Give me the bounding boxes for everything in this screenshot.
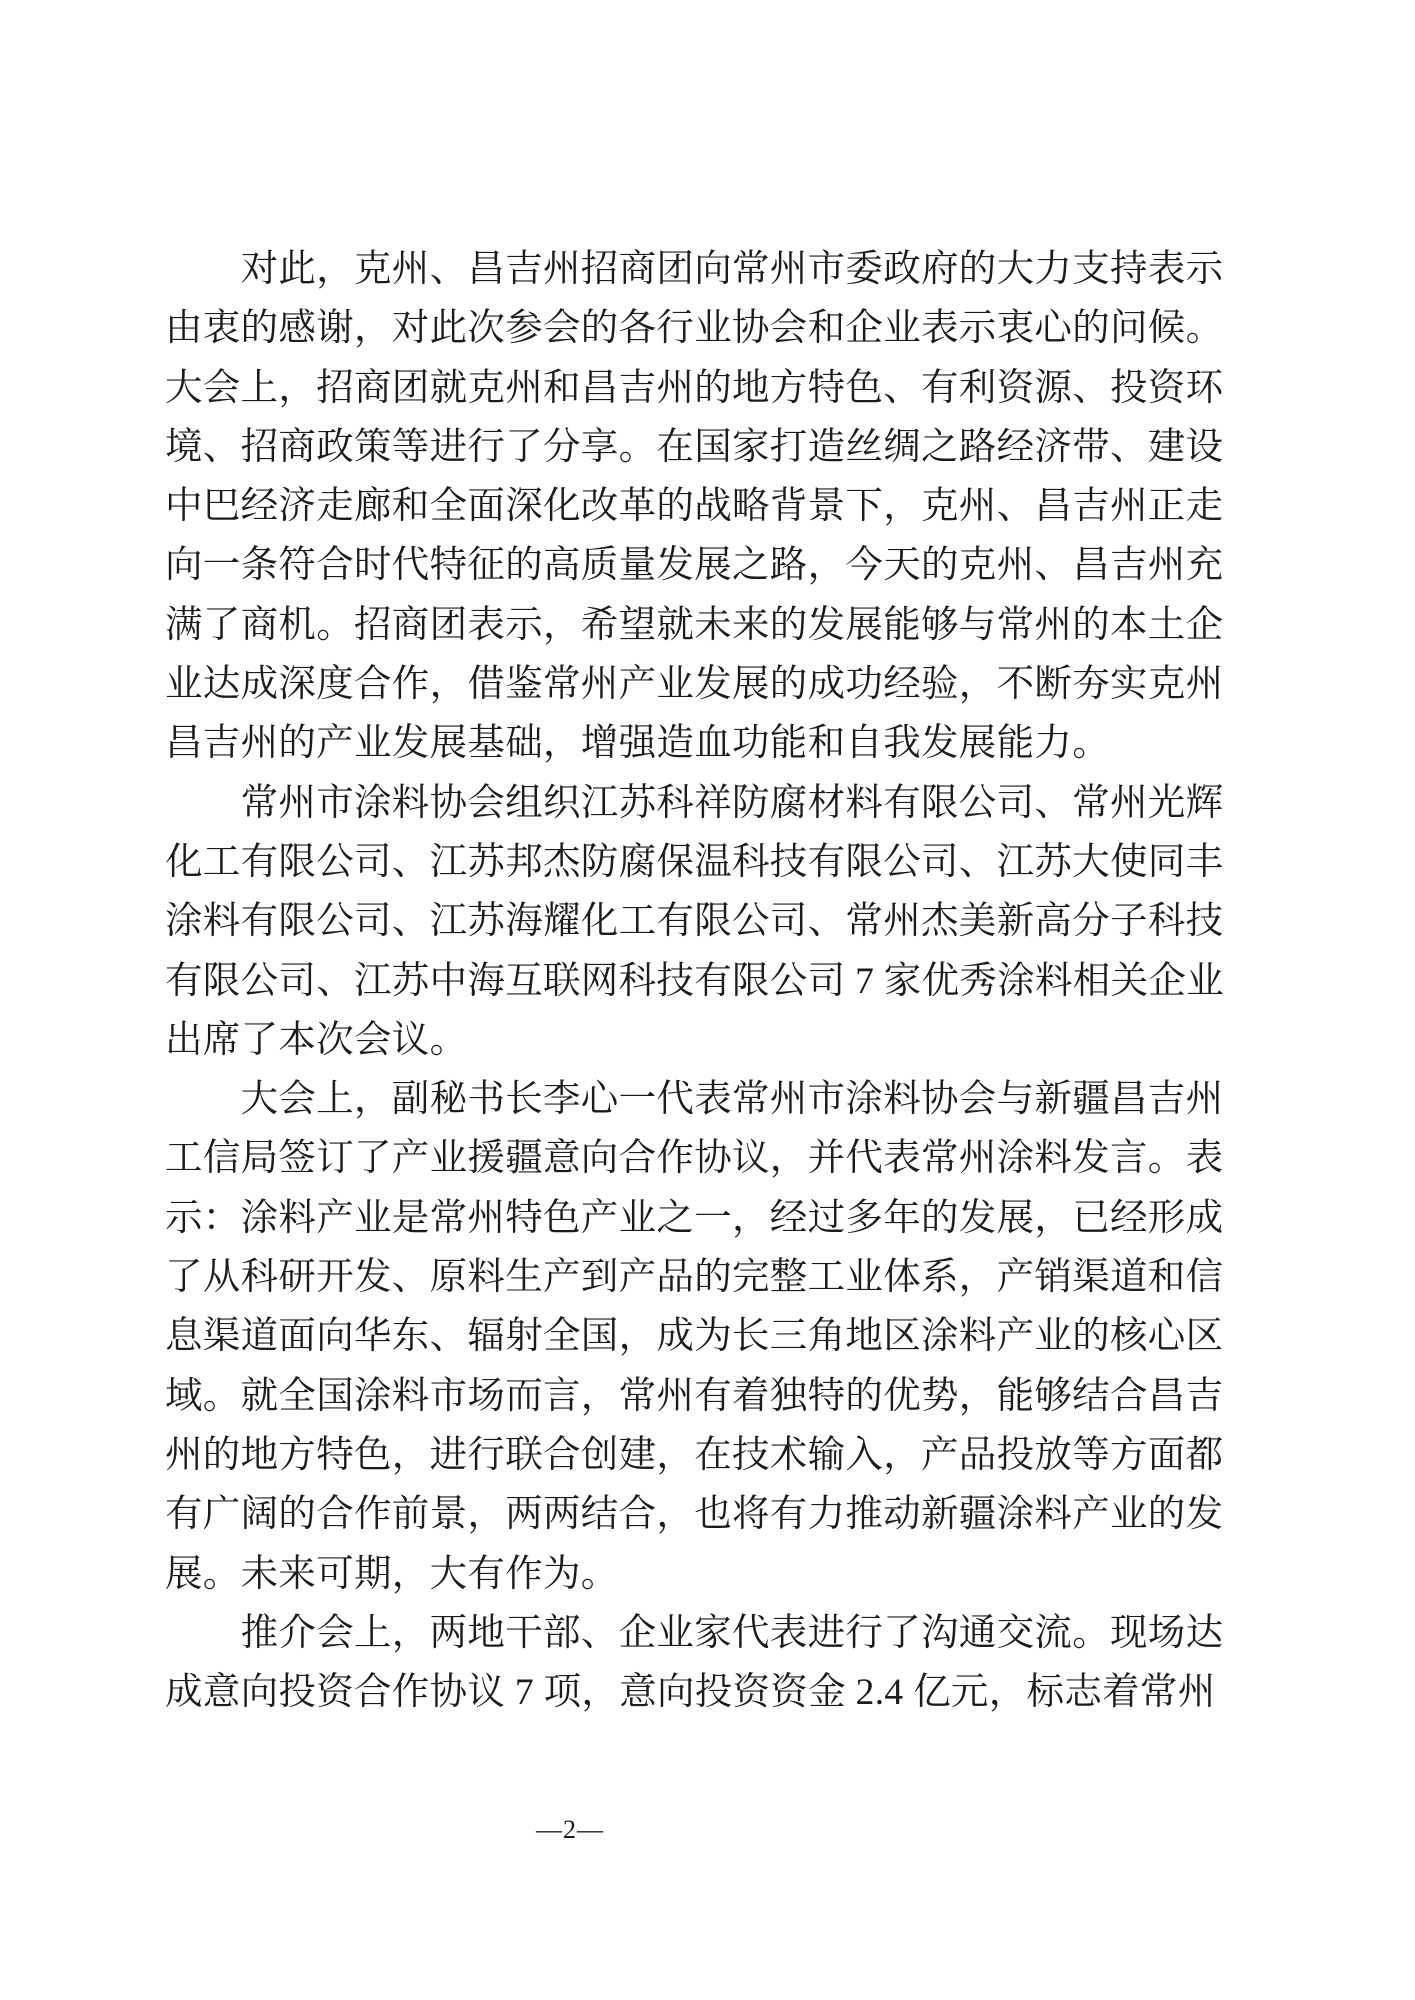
text-line: 大会上，招商团就克州和昌吉州的地方特色、有利资源、投资环 [165, 367, 1224, 409]
text-line: 大会上，副秘书长李心一代表常州市涂料协会与新疆昌吉州 [165, 1079, 1224, 1121]
text-line: 由衷的感谢，对此次参会的各行业协会和企业表示衷心的问候。 [165, 308, 1224, 350]
text-line: 域。就全国涂料市场而言，常州有着独特的优势，能够结合昌吉 [165, 1375, 1224, 1417]
text-line: 昌吉州的产业发展基础，增强造血功能和自我发展能力。 [165, 723, 1110, 765]
text-line: 有广阔的合作前景，两两结合，也将有力推动新疆涂料产业的发 [165, 1494, 1224, 1536]
text-line: 工信局签订了产业援疆意向合作协议，并代表常州涂料发言。表 [165, 1138, 1224, 1180]
text-line: 满了商机。招商团表示，希望就未来的发展能够与常州的本土企 [165, 604, 1224, 646]
text-line: 常州市涂料协会组织江苏科祥防腐材料有限公司、常州光辉 [165, 782, 1224, 824]
document-body [165, 240, 1245, 1722]
text-line: 涂料有限公司、江苏海耀化工有限公司、常州杰美新高分子科技 [165, 901, 1224, 943]
text-line: 成意向投资合作协议 7 项，意向投资资金 2.4 亿元，标志着常州 [165, 1672, 1216, 1714]
text-line: 向一条符合时代特征的高质量发展之路，今天的克州、昌吉州充 [165, 545, 1224, 587]
text-line: 有限公司、江苏中海互联网科技有限公司 7 家优秀涂料相关企业 [165, 960, 1224, 1002]
text-line: 推介会上，两地干部、企业家代表进行了沟通交流。现场达 [165, 1612, 1224, 1654]
text-line: 对此，克州、昌吉州招商团向常州市委政府的大力支持表示 [165, 249, 1224, 290]
page-number: —2— [536, 1815, 604, 1844]
text-line: 州的地方特色，进行联合创建，在技术输入，产品投放等方面都 [165, 1434, 1224, 1476]
text-line: 了从科研开发、原料生产到产品的完整工业体系，产销渠道和信 [165, 1257, 1224, 1299]
text-line: 展。未来可期，大有作为。 [165, 1553, 619, 1595]
text-line: 示：涂料产业是常州特色产业之一，经过多年的发展，已经形成 [165, 1197, 1224, 1239]
text-line: 境、招商政策等进行了分享。在国家打造丝绸之路经济带、建设 [165, 426, 1224, 468]
text-line: 中巴经济走廊和全面深化改革的战略背景下，克州、昌吉州正走 [165, 486, 1224, 528]
text-line: 业达成深度合作，借鉴常州产业发展的成功经验，不断夯实克州 [165, 664, 1224, 706]
text-line: 化工有限公司、江苏邦杰防腐保温科技有限公司、江苏大使同丰 [165, 841, 1224, 883]
text-line: 息渠道面向华东、辐射全国，成为长三角地区涂料产业的核心区 [165, 1316, 1224, 1358]
text-line: 出席了本次会议。 [165, 1019, 468, 1061]
